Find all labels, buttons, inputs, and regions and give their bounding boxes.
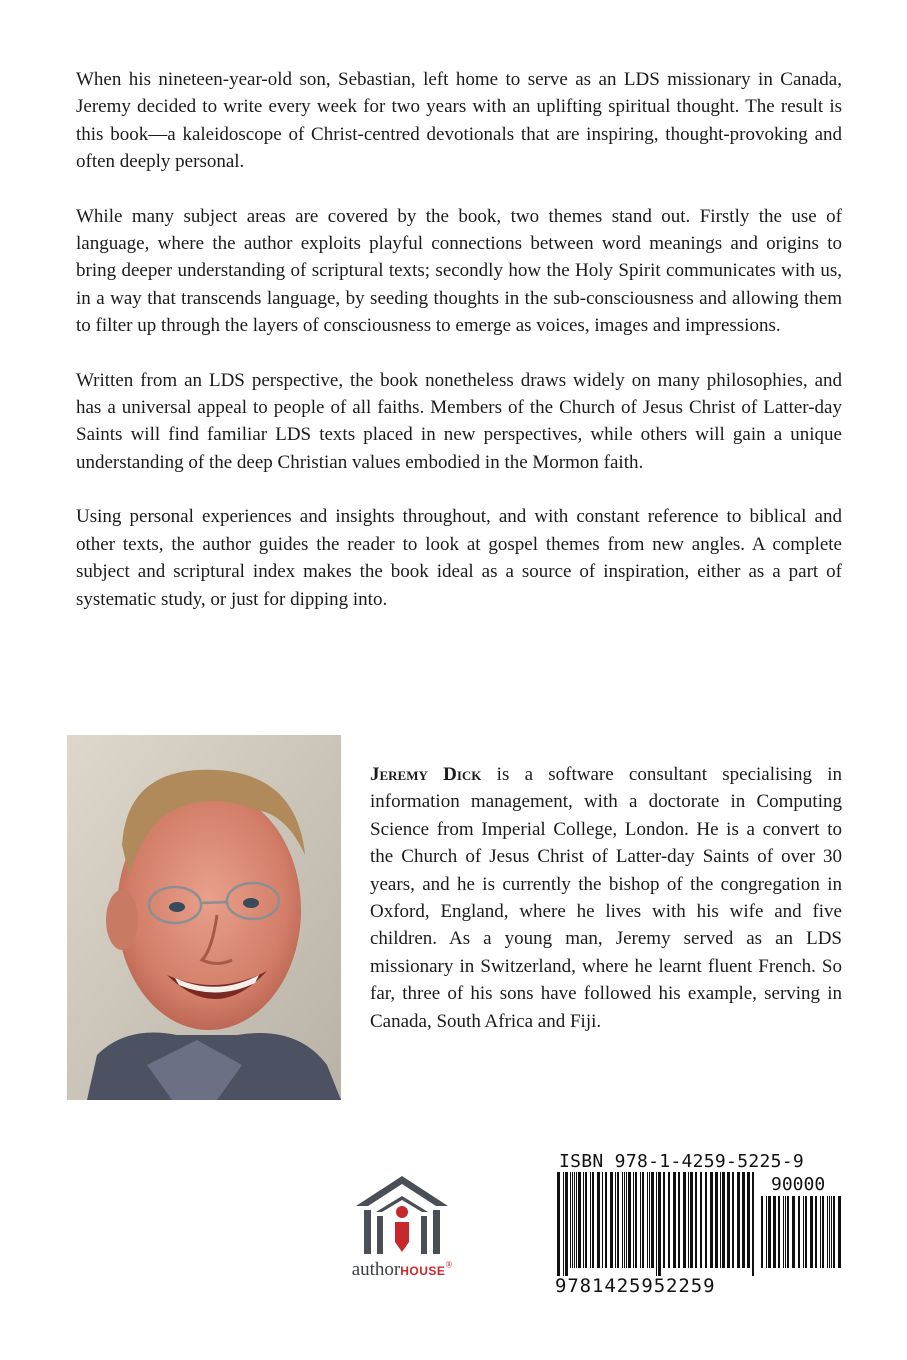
- barcode-bar: [831, 1196, 832, 1268]
- barcode-bar: [602, 1172, 603, 1268]
- author-bio-text: is a software consultant specialising in information management, with a doctorate in Computing Science from Imperial College, London. He is a convert to the Church of Jesus Christ of Latter-day Saints of over 30 years, and he is currently the bishop of the congregation in Oxford, England, where he lives with his wife and five children. As a young man, Jeremy served as an LDS missionary in Switzerland, where he learnt fluent French. So far, three of his sons have followed his example, serving in Canada, South Africa and Fiji.: [370, 764, 842, 1032]
- barcode-bar: [576, 1172, 577, 1268]
- barcode-bar: [673, 1172, 676, 1268]
- barcode-bar: [695, 1172, 697, 1268]
- barcode-bar: [565, 1172, 568, 1276]
- barcode-bar: [720, 1172, 721, 1268]
- barcode-bar: [822, 1196, 824, 1268]
- barcode-bar: [810, 1196, 813, 1268]
- barcode-bar: [732, 1172, 734, 1268]
- barcode-bar: [798, 1196, 800, 1268]
- barcode-bar: [838, 1196, 841, 1268]
- authorhouse-wordmark: [322, 1259, 482, 1281]
- barcode-bar: [820, 1196, 821, 1268]
- barcode-digits: 9781425952259: [555, 1275, 716, 1297]
- authorhouse-logo: [322, 1172, 482, 1287]
- barcode-bar: [647, 1172, 648, 1268]
- barcode-bar: [752, 1172, 754, 1276]
- barcode-bar: [768, 1196, 771, 1268]
- barcode-bar: [570, 1172, 571, 1268]
- barcode-bar: [590, 1172, 591, 1268]
- barcode-bar: [761, 1196, 763, 1268]
- barcode-bar: [628, 1172, 631, 1268]
- author-portrait-icon: [67, 735, 341, 1100]
- barcode-bar: [803, 1196, 804, 1268]
- barcode-bar: [592, 1172, 594, 1268]
- isbn-barcode: [549, 1150, 849, 1300]
- registered-mark: ®: [445, 1259, 453, 1270]
- barcode-bar: [778, 1196, 780, 1268]
- barcode-bar: [583, 1172, 584, 1268]
- blurb-paragraph-4: Using personal experiences and insights throughout, and with constant reference to biblical and other texts, the author guides the reader to look at gospel themes from new angles. A complete subject and scriptural index makes the book ideal as a source of inspiration, either as a part of systematic study, or just for dipping into.: [76, 506, 842, 610]
- barcode-bar: [678, 1172, 680, 1268]
- author-bio: [370, 761, 842, 1035]
- barcode-bar: [642, 1172, 644, 1268]
- barcode-bar: [773, 1196, 776, 1268]
- barcode-bar: [585, 1172, 587, 1268]
- author-name: Jeremy Dick: [370, 764, 482, 785]
- barcode-bar: [649, 1172, 650, 1268]
- barcode-bar: [624, 1172, 625, 1268]
- barcode-bar: [617, 1172, 619, 1268]
- barcode-bar: [829, 1196, 830, 1268]
- barcode-bar: [640, 1172, 641, 1268]
- barcode-bar: [833, 1196, 835, 1268]
- publisher-name-part2: HOUSE: [400, 1264, 446, 1278]
- barcode-bar: [792, 1196, 795, 1268]
- barcode-bar: [785, 1196, 786, 1268]
- barcode-bar: [805, 1196, 807, 1268]
- barcode-bar: [635, 1172, 637, 1268]
- barcode-bar: [651, 1172, 654, 1268]
- publisher-name-part1: author: [351, 1259, 401, 1280]
- barcode-bar: [578, 1172, 581, 1268]
- barcode-bar: [622, 1172, 623, 1268]
- barcode-bars: [557, 1172, 757, 1276]
- addon-barcode-bars: [761, 1196, 845, 1276]
- barcode-bar: [715, 1172, 718, 1268]
- barcode-bar: [626, 1172, 627, 1268]
- barcode-bar: [783, 1196, 784, 1268]
- barcode-bar: [815, 1196, 817, 1268]
- price-code: 90000: [771, 1174, 826, 1195]
- barcode-bar: [557, 1172, 560, 1276]
- barcode-bar: [737, 1172, 740, 1268]
- barcode-bar: [700, 1172, 702, 1268]
- barcode-bar: [597, 1172, 600, 1268]
- barcode-bar: [722, 1172, 725, 1268]
- barcode-bar: [615, 1172, 616, 1268]
- barcode-bar: [683, 1172, 686, 1268]
- barcode-bar: [690, 1172, 693, 1268]
- barcode-bar: [656, 1172, 657, 1276]
- barcode-bar: [727, 1172, 730, 1268]
- blurb-paragraph-2: While many subject areas are covered by the book, two themes stand out. Firstly the use of language, where the author exploits playful connections between word meanings and origins to bring deeper understanding of scriptural texts; secondly how the Holy Spirit communicates with us, in a way that transcends language, by seeding thoughts in the sub-consciousness and allowing them to filter up through the layers of consciousness to emerge as voices, images and impressions.: [76, 205, 842, 337]
- barcode-bar: [766, 1196, 767, 1268]
- barcode-bar: [827, 1196, 828, 1268]
- author-photo: [67, 735, 341, 1100]
- barcode-bar: [574, 1172, 575, 1268]
- barcode-bar: [705, 1172, 707, 1268]
- barcode-bar: [572, 1172, 573, 1268]
- authorhouse-house-icon: [352, 1172, 452, 1258]
- barcode-bar: [633, 1172, 634, 1268]
- blurb-paragraph-1: When his nineteen-year-old son, Sebastian, left home to serve as an LDS missionary in Canada, Jeremy decided to write every week for two years with an uplifting spiritual thought. The result is this book—a kaleidoscope of Christ-centred devotionals that are inspiring, thought-provoking and often deeply personal.: [76, 69, 842, 173]
- barcode-bar: [742, 1172, 745, 1268]
- blurb-paragraph-3: Written from an LDS perspective, the book nonetheless draws widely on many philosophies, and has a universal appeal to people of all faiths. Members of the Church of Jesus Christ of Latter-day Saints will find familiar LDS texts placed in new perspectives, while others will gain a unique understanding of the deep Christian values embodied in the Mormon faith.: [76, 369, 842, 473]
- barcode-bar: [787, 1196, 789, 1268]
- barcode-bar: [668, 1172, 670, 1268]
- barcode-bar: [610, 1172, 613, 1268]
- barcode-bar: [663, 1172, 665, 1268]
- barcode-bar: [747, 1172, 750, 1268]
- barcode-bar: [710, 1172, 713, 1268]
- barcode-bar: [563, 1172, 564, 1276]
- barcode-bar: [605, 1172, 607, 1268]
- barcode-bar: [658, 1172, 661, 1276]
- back-cover-blurb: [76, 66, 842, 640]
- barcode-bar: [688, 1172, 689, 1268]
- isbn-label: ISBN 978-1-4259-5225-9: [559, 1151, 805, 1172]
